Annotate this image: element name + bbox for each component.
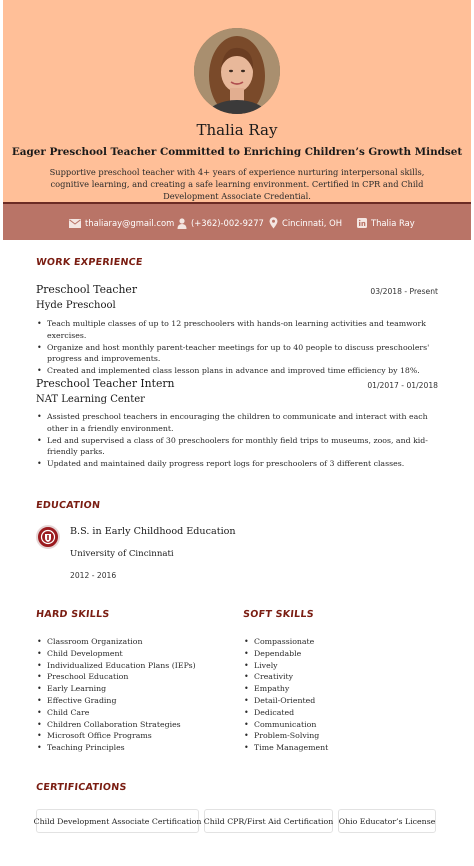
skill-item: • Dedicated [243, 707, 439, 719]
contact-linkedin[interactable] [357, 216, 415, 230]
email-text: thaliaray@gmail.com [85, 218, 175, 228]
soft-skills-list [243, 636, 439, 754]
hard-skills-heading: HARD SKILLS [35, 609, 110, 620]
phone-text: (+362)-002-9277 [191, 218, 264, 228]
skill-item: • Classroom Organization [36, 636, 232, 648]
job-company: Hyde Preschool [36, 300, 116, 311]
location-text: Cincinnati, OH [282, 218, 342, 228]
contact-email[interactable] [69, 216, 174, 230]
university-seal-icon [36, 525, 60, 549]
linkedin-text: Thalia Ray [371, 218, 415, 228]
job-bullet: • Organize and host monthly parent-teacher meetings for up to 40 people to discuss preschoolers' progress and improvements. [36, 342, 438, 366]
job-bullet: • Created and implemented class lesson plans in advance and improved time efficiency by 18%. [36, 365, 438, 377]
contact-phone[interactable] [177, 216, 264, 230]
skill-item: • Creativity [243, 671, 439, 683]
certification-badge: Child CPR/First Aid Certification [204, 809, 333, 833]
school-name: University of Cincinnati [70, 549, 174, 559]
skill-item: • Microsoft Office Programs [36, 730, 232, 742]
skill-item: • Child Development [36, 648, 232, 660]
job-bullet: • Updated and maintained daily progress report logs for preschoolers of 3 different classes. [36, 458, 438, 470]
portrait-image [194, 28, 280, 114]
skill-item: • Individualized Education Plans (IEPs) [36, 660, 232, 672]
job-bullets [36, 318, 438, 377]
skill-item: • Empathy [243, 683, 439, 695]
job-dates: 03/2018 - Present [370, 287, 438, 296]
hard-skills-list [36, 636, 232, 754]
contact-location [269, 216, 342, 230]
skill-item: • Lively [243, 660, 439, 672]
person-icon [177, 218, 187, 229]
skill-item: • Time Management [243, 742, 439, 754]
certification-badge: Ohio Educator’s License [338, 809, 436, 833]
job-company: NAT Learning Center [36, 394, 145, 405]
candidate-name: Thalia Ray [196, 121, 278, 139]
education-years: 2012 - 2016 [70, 571, 117, 580]
degree-title: B.S. in Early Childhood Education [70, 526, 236, 537]
certification-badge: Child Development Associate Certification [36, 809, 199, 833]
contact-bar [3, 202, 471, 240]
job-bullet: • Assisted preschool teachers in encouraging the children to communicate and interact with each other in a friendly environment. [36, 411, 438, 435]
job-bullet: • Teach multiple classes of up to 12 preschoolers with hands-on learning activities and teamwork exercises. [36, 318, 438, 342]
envelope-icon [69, 219, 81, 228]
education-heading: EDUCATION [35, 500, 101, 511]
linkedin-icon [357, 218, 367, 228]
soft-skills-heading: SOFT SKILLS [242, 609, 315, 620]
skill-item: • Effective Grading [36, 695, 232, 707]
work-experience-heading: WORK EXPERIENCE [35, 257, 144, 268]
skill-item: • Dependable [243, 648, 439, 660]
job-title: Preschool Teacher Intern [36, 377, 175, 390]
seal-icon [38, 527, 58, 547]
candidate-summary: Supportive preschool teacher with 4+ years of experience nurturing interpersonal skills, cognitive learning, and creating a safe learning environment. Certified in CPR and Child Development Associate Credential. [49, 167, 425, 201]
job-dates: 01/2017 - 01/2018 [367, 381, 438, 390]
skill-item: • Problem-Solving [243, 730, 439, 742]
skill-item: • Teaching Principles [36, 742, 232, 754]
skill-item: • Early Learning [36, 683, 232, 695]
skill-item: • Detail-Oriented [243, 695, 439, 707]
certifications-heading: CERTIFICATIONS [35, 782, 128, 793]
job-title: Preschool Teacher [36, 283, 137, 296]
skill-item: • Compassionate [243, 636, 439, 648]
job-bullet: • Led and supervised a class of 30 preschoolers for monthly field trips to museums, zoos, and kid-friendly parks. [36, 435, 438, 459]
candidate-headline: Eager Preschool Teacher Committed to Enriching Children’s Growth Mindset [11, 146, 463, 158]
skill-item: • Children Collaboration Strategies [36, 719, 232, 731]
skill-item: • Communication [243, 719, 439, 731]
skill-item: • Child Care [36, 707, 232, 719]
job-bullets [36, 411, 438, 470]
map-pin-icon [269, 217, 278, 229]
skill-item: • Preschool Education [36, 671, 232, 683]
profile-photo [194, 28, 280, 114]
